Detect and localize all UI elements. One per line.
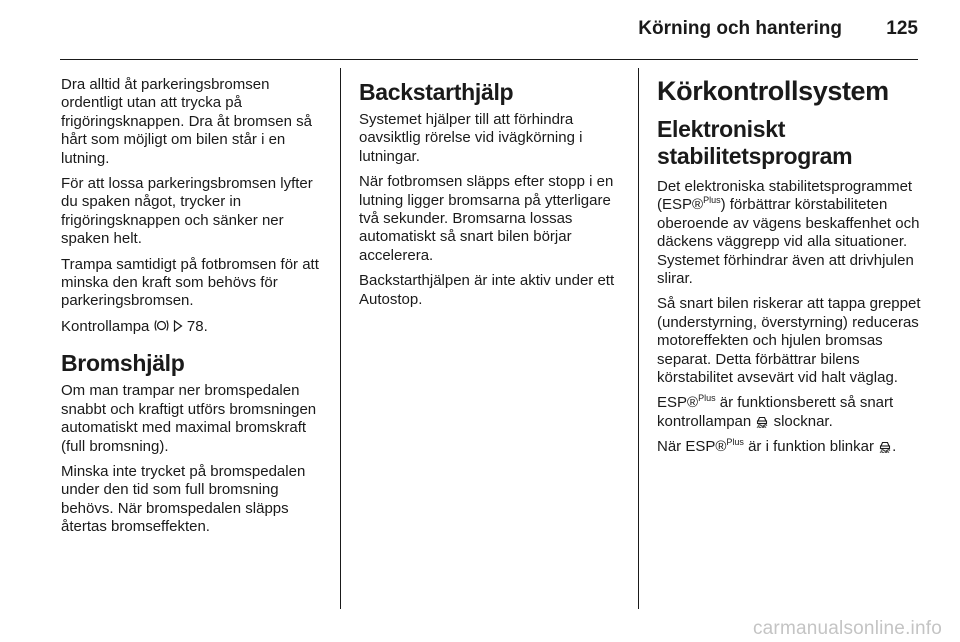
paragraph: Om man trampar ner bromspedalen snabbt och kraftigt utförs bromsningen automatiskt med maximal bromskraft (full bromsning). <box>61 382 317 455</box>
paragraph: Trampa samtidigt på fotbromsen för att minska den kraft som behövs för parkeringsbromsen. <box>61 255 319 310</box>
section-title: Körning och hantering <box>638 18 842 39</box>
arrow-reference-icon <box>173 320 183 332</box>
esp-skid-car-icon <box>878 439 892 453</box>
paragraph: Dra alltid åt parkeringsbromsen ordentligt utan att trycka på frigöringsknappen. Dra åt bromsen så hårt som möjligt om bilen står i en lutning. <box>61 76 312 167</box>
section-heading-bromshjalp: Bromshjälp <box>61 350 185 377</box>
reference-label: Kontrollampa <box>61 317 150 335</box>
page-header <box>0 0 960 60</box>
section-heading-backstarthjalp: Backstarthjälp <box>359 79 514 105</box>
paragraph: ESP®$^{Plus}$ är funktionsberett så snart kontrollampan slocknar. <box>657 393 894 430</box>
paragraph: När fotbromsen släpps efter stopp i en lutning ligger bromsarna på ytterligare två sekunder. Bromsarna lossas automatiskt så snart bilen börjar accelerera. <box>359 173 614 264</box>
header-rule <box>60 59 918 60</box>
watermark: carmanualsonline.info <box>752 618 942 639</box>
paragraph-reference <box>61 318 331 336</box>
page-number: 125 <box>886 18 918 39</box>
paragraph: Backstarthjälpen är inte aktiv under ett Autostop. <box>359 272 615 308</box>
column-1 <box>61 76 331 544</box>
paragraph: Så snart bilen riskerar att tappa greppet (understyrning, överstyrning) reduceras motoreffekten och hjulen bromsas separat. Detta förbättrar bilens körstabilitet avsevärt vid halt väglag. <box>657 295 921 387</box>
brake-warning-icon <box>154 319 169 332</box>
column-3 <box>657 76 922 464</box>
column-divider-1 <box>340 68 341 609</box>
sub-heading: Elektroniskt stabilitetsprogram <box>657 116 853 169</box>
paragraph: Det elektroniska stabilitetsprogrammet (ESP®$^{Plus}$) förbättrar körstabiliteten oberoende av vägens beskaffenhet och däckens väggrepp vid alla situationer. Systemet förhindrar även att drivhjulen slirar. <box>657 178 920 288</box>
page-reference[interactable]: 78. <box>186 317 208 335</box>
chapter-heading: Körkontrollsystem <box>657 76 889 106</box>
column-2 <box>359 80 627 316</box>
column-divider-2 <box>638 68 639 609</box>
paragraph: Systemet hjälper till att förhindra oavsiktlig rörelse vid ivägkörning i lutningar. <box>359 111 583 165</box>
paragraph: Minska inte trycket på bromspedalen under den tid som full bromsning behövs. När bromspedalen släpps återtas bromseffekten. <box>61 462 306 536</box>
paragraph: När ESP®$^{Plus}$ är i funktion blinkar . <box>657 437 897 456</box>
esp-skid-car-icon <box>755 414 769 428</box>
paragraph: För att lossa parkeringsbromsen lyfter du spaken något, trycker in frigöringsknappen och sänker ner spaken helt. <box>61 175 313 248</box>
